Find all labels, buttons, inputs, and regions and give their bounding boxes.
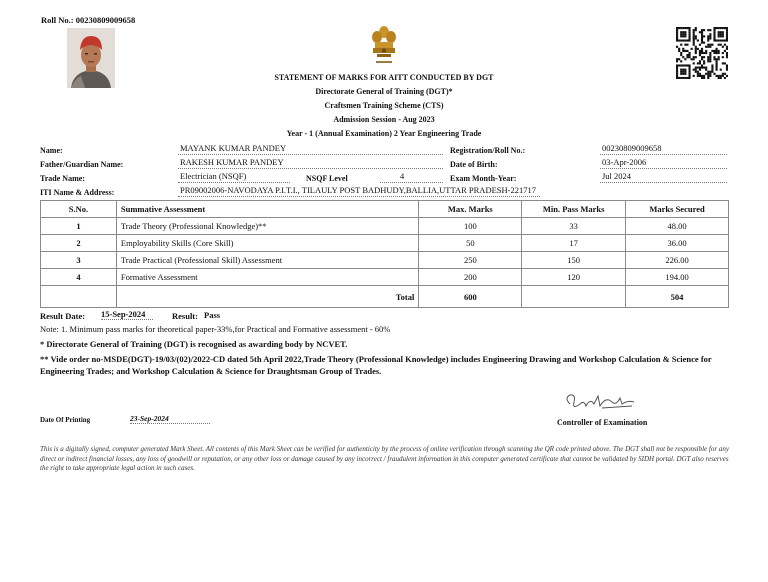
father-label: Father/Guardian Name:	[40, 160, 124, 169]
exam-month-label: Exam Month-Year:	[450, 174, 517, 183]
roll-number-header: Roll No.: 00230809009658	[41, 15, 136, 25]
father-name: RAKESH KUMAR PANDEY	[178, 157, 443, 169]
date-of-printing: 23-Sep-2024	[130, 414, 210, 424]
cell-min-pass-marks: 120	[522, 269, 626, 286]
cell-empty	[522, 286, 626, 308]
marks-table	[40, 200, 729, 308]
cell-min-pass-marks: 17	[522, 235, 626, 252]
result-status: Pass	[204, 310, 221, 320]
column-header-min-pass-marks: Min. Pass Marks	[522, 201, 626, 218]
table-row	[41, 218, 729, 235]
disclaimer-text: This is a digitally signed, computer generated Mark Sheet. All contents of this Mark Sheet can be verified for authenticity by the process of online verification through scanning the QR code printed above. The DGT shall not be responsible for any direct or indirect financial losses, any loss of goodwill or reputation, or any other loss or damage caused by any incorrect / fraudulent information in this computer generated certificate that cannot be validated by SIDH portal. DGT also reserves the right to take appropriate legal action in such cases.	[40, 445, 729, 472]
cell-sno: 2	[41, 235, 117, 252]
candidate-photo	[67, 28, 115, 88]
registration-label: Registration/Roll No.:	[450, 146, 526, 155]
cell-min-pass-marks: 150	[522, 252, 626, 269]
cell-max-marks: 200	[419, 269, 522, 286]
table-row	[41, 269, 729, 286]
registration-number: 00230809009658	[600, 143, 727, 155]
cell-marks-secured: 48.00	[626, 218, 729, 235]
iti-name-address: PR09002006-NAVODAYA P.I.T.I., TILAULY POST BADHUDY,BALLIA,UTTAR PRADESH-221717	[178, 185, 540, 197]
date-of-printing-label: Date Of Printing	[40, 416, 91, 424]
cell-min-pass-marks: 33	[522, 218, 626, 235]
result-date: 15-Sep-2024	[101, 309, 153, 320]
scheme-line: Craftsmen Training Scheme (CTS)	[324, 101, 444, 110]
name-label: Name:	[40, 146, 63, 155]
nsqf-level: 4	[380, 171, 443, 183]
exam-month-year: Jul 2024	[600, 171, 727, 183]
trade-name: Electrician (NSQF)	[178, 171, 290, 183]
note-msde-order: ** Vide order no-MSDE(DGT)-19/03/(02)/2022-CD dated 5th April 2022,Trade Theory (Professional Knowledge) includes Engineering Drawing and Workshop Calculation & Science for Engineering Trades; and Workshop Calculation & Science for Draughtsman Group of Trades.	[40, 354, 712, 376]
date-of-birth: 03-Apr-2006	[600, 157, 727, 169]
candidate-name: MAYANK KUMAR PANDEY	[178, 143, 443, 155]
total-marks-secured: 504	[626, 286, 729, 308]
column-header-sno: S.No.	[41, 201, 117, 218]
year-line: Year - 1 (Annual Examination) 2 Year Engineering Trade	[286, 129, 482, 138]
cell-max-marks: 100	[419, 218, 522, 235]
table-total-row	[41, 286, 729, 308]
result-label: Result:	[172, 311, 198, 321]
cell-assessment: Employability Skills (Core Skill)	[116, 235, 419, 252]
note-pass-marks: Note: 1. Minimum pass marks for theoretical paper-33%,for Practical and Formative assessment - 60%	[40, 324, 391, 334]
nsqf-label: NSQF Level	[306, 174, 348, 183]
cell-assessment: Trade Practical (Professional Skill) Assessment	[116, 252, 419, 269]
column-header-marks-secured: Marks Secured	[626, 201, 729, 218]
cell-empty	[41, 286, 117, 308]
result-date-label: Result Date:	[40, 311, 86, 321]
cell-max-marks: 250	[419, 252, 522, 269]
directorate-line: Directorate General of Training (DGT)*	[315, 87, 453, 96]
statement-title: STATEMENT OF MARKS FOR AITT CONDUCTED BY DGT	[274, 73, 494, 82]
dob-label: Date of Birth:	[450, 160, 498, 169]
cell-sno: 3	[41, 252, 117, 269]
cell-sno: 1	[41, 218, 117, 235]
national-emblem-icon	[368, 24, 400, 68]
cell-marks-secured: 36.00	[626, 235, 729, 252]
verification-qr-code	[676, 27, 728, 79]
table-row	[41, 235, 729, 252]
cell-max-marks: 50	[419, 235, 522, 252]
trade-label: Trade Name:	[40, 174, 85, 183]
table-row	[41, 252, 729, 269]
note-ncvet: * Directorate General of Training (DGT) is recognised as awarding body by NCVET.	[40, 339, 348, 349]
total-label: Total	[116, 286, 419, 308]
total-max-marks: 600	[419, 286, 522, 308]
session-line: Admission Session - Aug 2023	[333, 115, 435, 124]
cell-marks-secured: 226.00	[626, 252, 729, 269]
cell-marks-secured: 194.00	[626, 269, 729, 286]
cell-assessment: Formative Assessment	[116, 269, 419, 286]
cell-assessment: Trade Theory (Professional Knowledge)**	[116, 218, 419, 235]
controller-of-examination: Controller of Examination	[557, 418, 648, 427]
iti-label: ITI Name & Address:	[40, 188, 115, 197]
column-header-assessment: Summative Assessment	[116, 201, 419, 218]
controller-signature-icon	[562, 390, 642, 416]
column-header-max-marks: Max. Marks	[419, 201, 522, 218]
table-header-row	[41, 201, 729, 218]
cell-sno: 4	[41, 269, 117, 286]
